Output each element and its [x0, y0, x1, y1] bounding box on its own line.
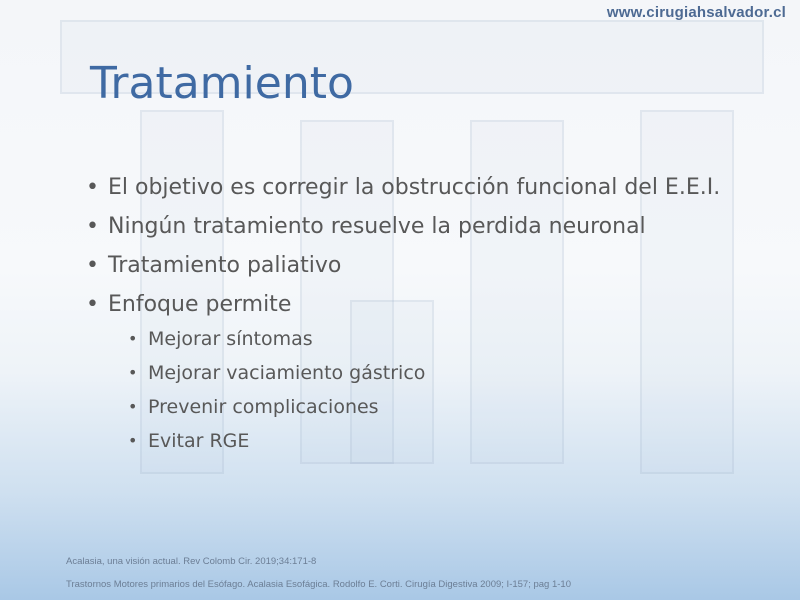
sub-bullet-item: • Mejorar síntomas	[86, 322, 766, 356]
bullet-list	[86, 172, 766, 458]
sub-bullet-item: • Prevenir complicaciones	[86, 390, 766, 424]
bullet-item: • El objetivo es corregir la obstrucción funcional del E.E.I.	[86, 172, 766, 203]
reference-citation: Acalasia, una visión actual. Rev Colomb Cir. 2019;34:171-8	[66, 556, 317, 567]
bullet-item: • Enfoque permite	[86, 289, 766, 320]
slide-title: Tratamiento	[90, 58, 354, 109]
website-url: www.cirugiahsalvador.cl	[606, 4, 786, 21]
bullet-item: • Tratamiento paliativo	[86, 250, 766, 281]
sub-bullet-item: • Mejorar vaciamiento gástrico	[86, 356, 766, 390]
bullet-item: • Ningún tratamiento resuelve la perdida neuronal	[86, 211, 766, 242]
reference-citation: Trastornos Motores primarios del Esófago. Acalasia Esofágica. Rodolfo E. Corti. Cirugía Digestiva 2009; I-157; pag 1-10	[66, 579, 571, 590]
sub-bullet-item: • Evitar RGE	[86, 424, 766, 458]
